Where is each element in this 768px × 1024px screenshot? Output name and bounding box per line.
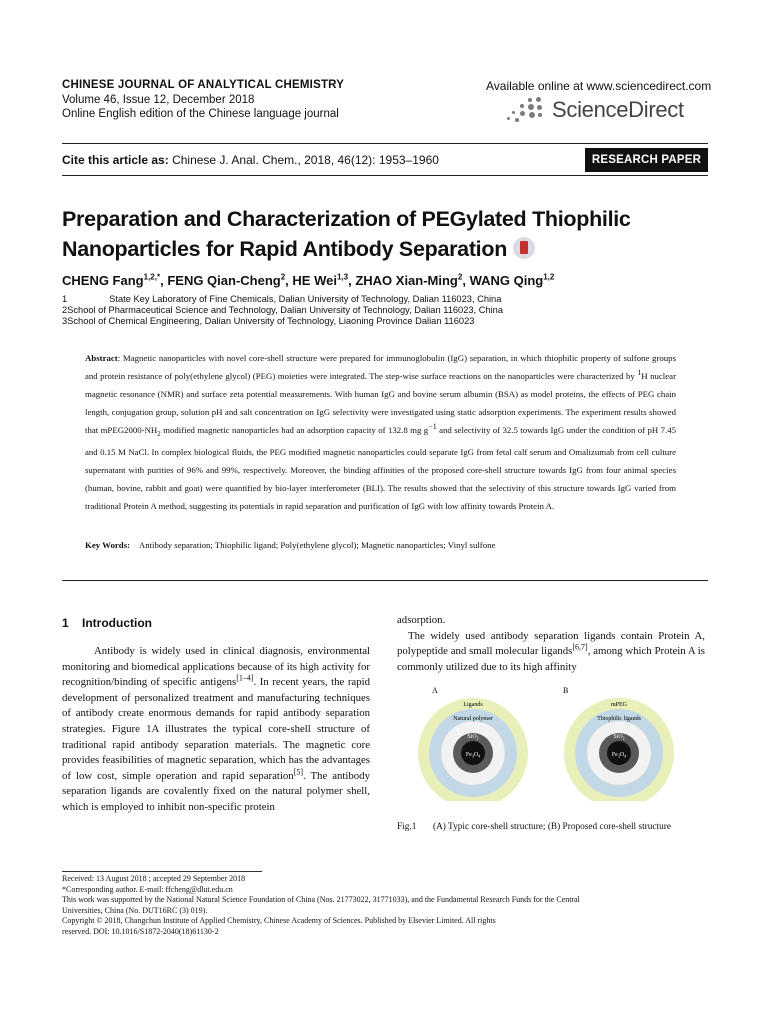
keywords-label: Key Words: (85, 540, 131, 550)
body-text: , among which Protein A is commonly utilized due to its high affinity (397, 645, 705, 673)
footnotes (62, 874, 712, 938)
keywords (85, 540, 495, 550)
layer-label-sio2 (467, 734, 478, 741)
article-type-badge: RESEARCH PAPER (585, 148, 708, 172)
fe-text: Fe (465, 752, 472, 758)
affiliation-number: 1 (62, 294, 68, 304)
formula-subscript: 3 (617, 753, 620, 759)
layer-label-thiophilic-ligands: Thiophilic ligands (597, 716, 641, 722)
footnote-funding-cont: Universities, China (No. DUT16RC (3) 019). (62, 905, 208, 915)
abstract-sup: 1 (637, 368, 642, 378)
intro-right-column (397, 613, 705, 675)
figure-caption-text: (A) Typic core-shell structure; (B) Proposed core-shell structure (433, 822, 671, 832)
author-affil-sup: 1,3 (336, 272, 349, 282)
affiliation-number: 2 (62, 305, 68, 315)
author-name: HE Wei (292, 273, 337, 288)
intro-left-column (62, 644, 370, 816)
sio2-text: SiO (613, 734, 623, 740)
cite-text: Chinese J. Anal. Chem., 2018, 46(12): 1953–1960 (172, 153, 439, 167)
layer-label-sio2 (613, 734, 624, 741)
layer-label-fe3o4 (466, 752, 480, 759)
abstract-text: : Magnetic nanoparticles with novel core-shell structure were prepared for immunoglobulin (IgG) separation, in which thiophilic property of sulfone groups and protein resistance of poly(ethylene glycol) (PEG) moieties were integrated. The step-wise surface reactions on the nanoparticles were characterized by (85, 353, 676, 381)
formula-subscript: 4 (624, 753, 627, 759)
affiliation-2 (62, 305, 503, 315)
citation-ref[interactable]: [6,7] (572, 642, 588, 652)
panel-a-label: A (432, 686, 438, 695)
affiliation-number: 3 (62, 316, 68, 326)
abstract-label: Abstract (85, 353, 118, 363)
sciencedirect-wordmark: ScienceDirect (552, 97, 684, 122)
o-text: O (619, 752, 625, 758)
author-affil-sup: 1,2,* (143, 272, 161, 282)
edition-line: Online English edition of the Chinese language journal (62, 108, 339, 120)
header-rule (62, 143, 708, 144)
sciencedirect-logo (506, 96, 684, 124)
article-title (62, 204, 712, 264)
layer-label-fe3o4 (612, 752, 626, 759)
formula-subscript: 2 (622, 735, 625, 741)
abstract-sup: −1 (428, 422, 437, 432)
intro-paragraph-continued: adsorption. (397, 614, 446, 626)
abstract-sub: 2 (157, 429, 161, 438)
layer-label-ligands: Ligands (463, 702, 483, 708)
footnote-funding: This work was supported by the National Natural Science Foundation of China (Nos. 21773022, 31771033), and the Fundamental Research Funds for the Central (62, 895, 580, 905)
keywords-text: Antibody separation; Thiophilic ligand; Poly(ethylene glycol); Magnetic nanoparticles; Vinyl sulfone (138, 540, 496, 550)
figure-caption (397, 820, 705, 835)
citation-line (62, 153, 439, 167)
cite-label: Cite this article as: (62, 153, 169, 167)
formula-subscript: 3 (471, 753, 474, 759)
affiliation-text: State Key Laboratory of Fine Chemicals, Dalian University of Technology, Dalian 116023, China (109, 294, 502, 304)
body-text: Antibody is widely used in clinical diagnosis, environmental monitoring and biomedical applications because of its high activity for recognition/binding of specific antigens (62, 645, 370, 689)
panel-b-label: B (563, 686, 569, 695)
abstract (85, 349, 676, 515)
author-affil-sup: 2 (280, 272, 286, 282)
cite-rule (62, 175, 708, 176)
layer-label-natural-polymer: Natural polymer (453, 716, 493, 722)
intro-paragraph (62, 644, 370, 816)
author-affil-sup: 1,2 (543, 272, 555, 282)
section-heading: 1 Introduction (62, 616, 152, 630)
intro-paragraph (397, 629, 705, 676)
body-text: . In recent years, the rapid development of personalized treatment and manufacturing techniques of antibody create enormous demands for rapid antibody separation strategies. Figure 1A illustrates the typical core-shell structure of traditional rapid antibody separation materials. The magnetic core provides feasibilities of magnetic separation, which has the advantages of low cost, simple operation and rapid separation (62, 676, 370, 782)
footnote-received: Received: 13 August 2018 ; accepted 29 September 2018 (62, 874, 246, 883)
footnote-copyright: Copyright © 2018, Changchun Institute of Applied Chemistry, Chinese Academy of Sciences. Published by Elsevier Limited. All rights (62, 916, 496, 926)
author-name: ZHAO Xian-Ming (355, 273, 458, 288)
author-name: FENG Qian-Cheng (167, 273, 281, 288)
formula-subscript: 2 (476, 735, 479, 741)
sio2-text: SiO (467, 734, 477, 740)
abstract-text: modified magnetic nanoparticles had an adsorption capacity of 132.8 mg g (160, 425, 429, 435)
o-text: O (473, 752, 479, 758)
body-text: . The antibody separation ligands are covalently fixed on the natural polymer shell, which is employed to inhibit non-specific protein (62, 769, 370, 813)
layer-label-mpeg: mPEG (610, 702, 628, 708)
affiliation-text: School of Chemical Engineering, Dalian University of Technology, Liaoning Province Dalian 116023 (67, 316, 475, 326)
article-title-text: Preparation and Characterization of PEGylated Thiophilic Nanoparticles for Rapid Antibody Separation (62, 207, 631, 261)
available-online: Available online at www.sciencedirect.com (486, 79, 712, 93)
volume-line: Volume 46, Issue 12, December 2018 (62, 94, 255, 106)
figure-1 (397, 683, 705, 801)
abstract-rule (62, 580, 708, 581)
affiliation-3 (62, 316, 474, 326)
footnote-corresponding: *Corresponding author. E-mail: ffcheng@dlut.edu.cn (62, 884, 233, 894)
crossmark-icon[interactable] (513, 237, 535, 259)
footnote-doi: reserved. DOI: 10.1016/S1872-2040(18)61130-2 (62, 926, 219, 936)
citation-ref[interactable]: [1–4] (236, 673, 254, 683)
abstract-text: and selectivity of 32.5 towards IgG under the condition of pH 7.45 and 0.15 M NaCl. In complex biological fluids, the PEG modified magnetic nanoparticles could separate IgG from fetal calf serum and Omalizumab from cell culture supernatant with purities of 96% and 99%, respectively. Moreover, the binding affinities of the proposed core-shell structure towards IgG from four animal species (human, bovine, rabbit and goat) were quantified by bio-layer interferometer (BLI). The results showed that the selectivity of this structure towards IgG varied from traditional Protein A method, suggesting its potentials in rapid separation and purification of IgG with low affinity towards Protein A. (85, 425, 677, 511)
author-name: CHENG Fang (62, 273, 144, 288)
citation-ref[interactable]: [5] (293, 767, 303, 777)
journal-title: CHINESE JOURNAL OF ANALYTICAL CHEMISTRY (62, 79, 345, 91)
figure-caption-label: Fig.1 (397, 822, 417, 832)
affiliation-text: School of Pharmaceutical Science and Technology, Dalian University of Technology, Dalian 116023, China (67, 305, 504, 315)
author-affil-sup: 2 (457, 272, 463, 282)
footnote-rule (62, 871, 262, 872)
formula-subscript: 4 (478, 753, 481, 759)
author-list: CHENG Fang$^{1,2,*}$, FENG Qian-Cheng$^2$, HE Wei$^{1,3}$, ZHAO Xian-Ming$^2$, WANG Qing$^{1,2}$ (62, 272, 555, 288)
sciencedirect-dots-icon (506, 96, 548, 124)
body-text: The widely used antibody separation ligands contain Protein A, polypeptide and small molecular ligands (397, 629, 705, 658)
affiliation-1 (62, 294, 501, 304)
author-name: WANG Qing (469, 273, 544, 288)
abstract-text: H nuclear magnetic resonance (NMR) and surface zeta potential measurements. With human IgG and bovine serum albumin (BSA) as model proteins, the effects of PEG chain length, conjugation group, solution pH and salt concentration on IgG selectivity were investigated using static adsorption experiments. The experiment results showed that mPEG2000-NH (85, 371, 676, 435)
fe-text: Fe (611, 752, 618, 758)
